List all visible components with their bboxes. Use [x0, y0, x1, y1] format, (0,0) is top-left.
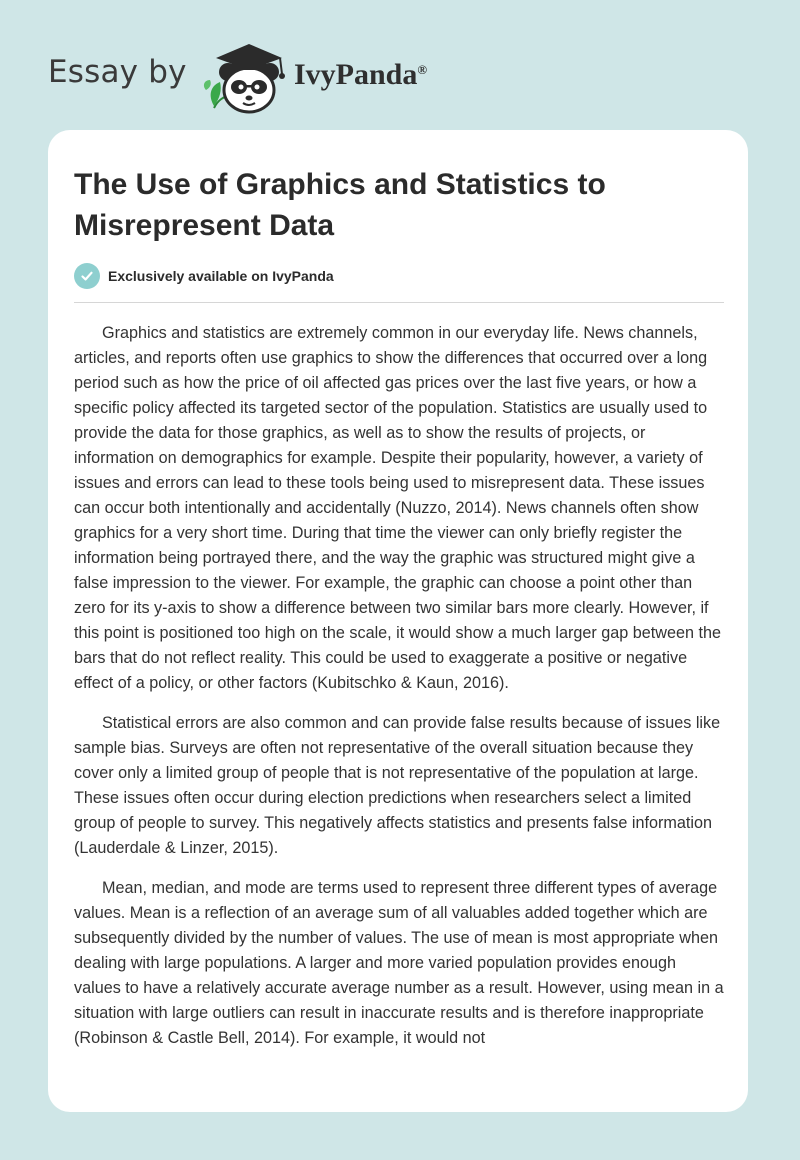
paragraph: Graphics and statistics are extremely common in our everyday life. News channels, articles, and reports often use graphics to show the differences that occurred over a long period such as how the price of oil affected gas prices over the last five years, or how a specific policy affected its targeted sector of the population. Statistics are usually used to provide the data for those graphics, as well as to show the results of projects, or information on demographics for example. Despite their popularity, however, a variety of issues and errors can lead to these tools being used to misrepresent data. These issues can occur both intentionally and accidentally (Nuzzo, 2014). News channels often show graphics for a very short time. During that time the viewer can only briefly register the information being portrayed there, and the way the graphic was structured might give a false impression to the viewer. For example, the graphic can choose a point other than zero for its y-axis to show a difference between two similar bars more clearly. However, if this point is positioned too high on the scale, it would show a much larger gap between the bars that do not reflect reality. This could be used to exaggerate a positive or negative effect of a policy, or other factors (Kubitschko & Kaun, 2016).: [74, 324, 722, 692]
exclusive-badge: [74, 263, 334, 289]
paragraph: Statistical errors are also common and can provide false results because of issues like sample bias. Surveys are often not representative of the overall situation because they cover only a limited group of people that is not representative of the population at large. These issues often occur during election predictions when researchers select a limited group of people to survey. This negatively affects statistics and presents false information (Lauderdale & Linzer, 2015).: [74, 714, 721, 857]
checkmark-icon: [74, 263, 100, 289]
essay-body: [74, 321, 726, 1066]
exclusive-badge-label: Exclusively available on IvyPanda: [108, 268, 334, 284]
paragraph: Mean, median, and mode are terms used to represent three different types of average values. Mean is a reflection of an average sum of all valuables added together which are subsequently divided by the number of values. The use of mean is most appropriate when dealing with large populations. A larger and more varied population provides enough values to have a relatively accurate average number as a result. However, using mean in a situation with large outliers can result in inaccurate results and is therefore inappropriate (Robinson & Castle Bell, 2014). For example, it would not: [74, 879, 724, 1047]
trademark-symbol: ®: [417, 62, 428, 77]
site-header: [48, 36, 568, 116]
essay-card: [48, 130, 748, 1112]
essay-title: The Use of Graphics and Statistics to Misrepresent Data: [74, 168, 606, 242]
brand-name[interactable]: [294, 58, 427, 92]
essay-by-label: Essay by: [48, 54, 187, 90]
panda-graduate-logo-icon[interactable]: [200, 36, 292, 116]
divider: [74, 302, 724, 303]
brand-label: IvyPanda: [294, 58, 418, 91]
